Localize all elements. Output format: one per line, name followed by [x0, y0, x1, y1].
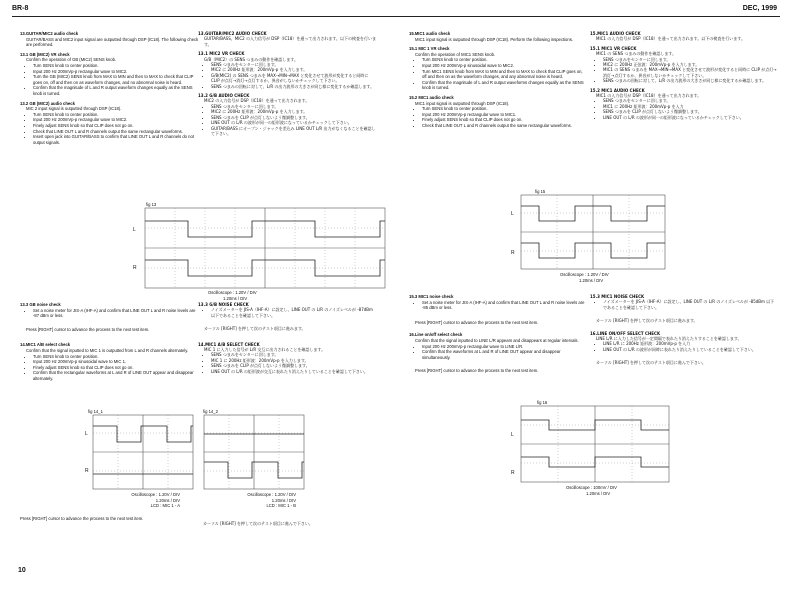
jp-section-15-3-list [590, 299, 778, 310]
fig-14-1-osc-volts: Oscilloscope : 1.20V / DIV [131, 492, 180, 497]
fig-14-2-osc-time: 1.20ms / DIV [271, 497, 296, 503]
section-15-intro: MIC1 input signal is outputted through DSP (IC18). Perform the following inspections. [415, 36, 573, 42]
section-15-1-title: 15.1 MIC 1 VR check [409, 46, 450, 52]
jp-section-16-intro: LINE L/R に入力した信号が一定間隔で表れたり消えたりすることを確認します。 [596, 336, 742, 342]
channel-label-r: R [133, 265, 137, 271]
list-item: • Set a noise meter for JIS-A (IHF-A) and confirm that LINE OUT L and R noise levels are -87 dBm or less. [33, 308, 200, 319]
list-item: • Turn SENS knob to center position. [33, 63, 200, 69]
section-13-title: 13.GUITAR/MIC2 audio check [20, 31, 79, 36]
fig-14-1-lcd: LCD : MIC 1 - A [150, 503, 180, 509]
left-bottom-note-japanese: カーソル [RIGHT] を押して次のテスト項目に進んで下さい。 [203, 521, 313, 526]
jp-section-13-3-note: カーソル [RIGHT] を押して次のテスト項目に進みます。 [204, 326, 306, 332]
jp-section-13-title: 13.GUITAR/MIC2 AUDIO CHECK [198, 31, 267, 36]
channel-label-l: L [511, 211, 514, 217]
list-item: • Input 200 Hz 200mVp-p rectangular wave to MIC1. [422, 112, 587, 118]
section-15-3-list [409, 300, 587, 311]
list-item: • Set a noise meter for JIS-A (IHF-A) and confirm that LINE OUT L and R noise levels are -85 dBm or less. [422, 300, 587, 311]
list-item: • MIC1 の SENS つまみを MAX→MIN→MAX と変化させて波形が変化すると同時に CLIP が点灯→消灯→点灯するか、異音がしないかチェックして下さい。 [603, 67, 778, 78]
jp-section-16-note: カーソル [RIGHT] を押して次のテスト項目に進んで下さい。 [596, 360, 706, 366]
list-item: • MIC2 に 200Hz 矩形波：200mVp-p を入力します。 [211, 109, 378, 114]
list-item: • MIC2 に 200Hz 矩形波：200mVp-p を入力します。 [211, 67, 378, 72]
fig-15-osc-volts: Oscilloscope : 1.20V / DIV [560, 272, 609, 277]
fig-15-label: fig 15 [535, 189, 546, 194]
fig-16-caption [566, 485, 617, 496]
jp-section-13-2-title: 13.2 G/B AUDIO CHECK [198, 93, 250, 99]
section-13-3-title: 13.3 GB noise check [20, 302, 61, 307]
left-english-column-bottom [20, 300, 200, 382]
list-item: • ノイズメーターを JIS-A（IHF-A）に設定し、LINE OUT の L/R のノイズレベルが -85dBm 以下であることを確認して下さい。 [603, 299, 778, 310]
list-item: • LINE L/R に 200Hz 矩形波：200mVp-p を入力 [603, 341, 778, 346]
list-item: • SENS つまみをセンターに回します。 [603, 98, 778, 103]
section-13-intro: GUITAR/BASS and MIC2 input signal are outputted through DSP (IC18). The following check are performed. [26, 36, 199, 48]
fig-15-oscilloscope [509, 194, 667, 270]
channel-label-r: R [511, 470, 515, 476]
jp-section-15-title: 15.MIC1 AUDIO CHECK [590, 31, 641, 36]
right-japanese-column-top [590, 29, 778, 120]
section-13-1-list [20, 63, 200, 97]
fig-15-osc-time: 1.20ms / DIV [579, 277, 604, 283]
list-item: • Confirm that the magnitude of L and R output waveform changes equally as the SENS knob is turned. [33, 85, 200, 96]
list-item: • Input 200 Hz 200mVp-p rectangular wave to MIC2. [33, 117, 200, 123]
section-13-1-title: 13.1 GB (MIC2) VR check [20, 51, 70, 57]
list-item: • LINE OUT の L/R の波形が同一の矩形波になっているかチェックして下さい。 [211, 120, 378, 125]
list-item: • Confirm that the magnitude of L and R output waveforms changes equally as the SENS knob is turned. [422, 80, 587, 91]
list-item: • Confirm that the waveforms at L and R of LINE OUT appear and disappear simultaneously. [422, 349, 587, 360]
list-item: • SENS つまみを CLIP が点灯しないよう微調整します。 [603, 109, 778, 114]
list-item: • Turn SENS knob to center position. [422, 106, 587, 112]
section-14-intro: Confirm that the signal inputted to MIC 1 is outputted from L and R channels alternately. [26, 347, 189, 353]
jp-section-13-2-list [198, 104, 378, 136]
fig-13-label: fig 13 [146, 202, 157, 207]
right-english-column-bottom [409, 292, 587, 374]
section-15-2-intro: MIC1 input signal is outputted through DSP (IC18). [415, 100, 510, 106]
jp-section-15-3-title: 15.3 MIC1 NOISE CHECK [590, 294, 645, 299]
jp-section-16-list [590, 341, 778, 352]
jp-section-13-intro: GUITAR/BASS、MIC2 の入力信号が DSP（IC18）を通って出力されます。以下の検査を行います。 [204, 36, 377, 47]
section-15-title: 15.MIC1 audio check [409, 31, 451, 36]
section-13-3-note: Press [RIGHT] cursor to advance the process to the next test item. [26, 326, 150, 332]
list-item: • SENS つまみを CLIP が点灯しないよう微調整します。 [211, 363, 378, 368]
section-13-3-list [20, 308, 200, 319]
jp-section-13-1-list [198, 62, 378, 89]
jp-section-13-1-intro: G/B（MIC2）の SENS つまみの動作を確認します。 [204, 56, 298, 62]
section-15-3-title: 15.3 MIC1 noise check [409, 294, 454, 299]
fig-14-1-oscilloscope [83, 414, 195, 490]
section-15-1-intro: Confirm the operation of MIC1 SENS knob. [415, 51, 496, 57]
jp-section-15-intro: MIC1 の入力信号が DSP（IC18）を通って出力されます。以下の検査を行います。 [596, 36, 745, 42]
jp-section-13-3-list [198, 307, 378, 318]
fig-16-osc-volts: Oscilloscope : 100mV / DIV [566, 485, 617, 490]
list-item: • Input 200 Hz 200mVp-p rectangular wave to LINE L/R. [422, 344, 587, 350]
channel-label-r: R [85, 468, 89, 474]
section-15-2-title: 15.2 MIC1 audio check [409, 94, 454, 100]
section-16-list [409, 344, 587, 361]
list-item: • Check that LINE OUT L and R channels output the same rectangular waveforms. [33, 129, 200, 135]
right-english-column-top [409, 29, 587, 129]
jp-section-13-1-title: 13.1 MIC2 VR CHECK [198, 51, 245, 57]
list-item: • Turn SENS knob to center position. [422, 57, 587, 63]
left-bottom-note-english: Press [RIGHT] cursor to advance the process to the next test item. [20, 516, 144, 521]
list-item: • GUITAR/BASS にオープン・ジャックを差込み LINE OUT L/R 出力がなくなることを確認して下さい。 [211, 126, 378, 137]
jp-section-14-list [198, 352, 378, 374]
section-13-2-intro: MIC 2 input signal is outputted through DSP (IC18). [26, 106, 122, 112]
section-15-2-list [409, 106, 587, 128]
jp-section-15-1-list [590, 57, 778, 84]
list-item: • LINE OUT の L/R の矩形波が交互に表れたり消えたりしていることを確認して下さい。 [211, 369, 378, 374]
section-15-3-note: Press [RIGHT] cursor to advance the process to the next test item. [415, 319, 539, 325]
fig-14-1-label: fig 14_1 [88, 409, 103, 414]
list-item: • Finely adjust SENS knob so that CLIP does not go on. [33, 365, 200, 371]
list-item: • Turn SENS knob to center position. [33, 354, 200, 360]
fig-13-oscilloscope [130, 207, 388, 289]
list-item: • Turn MIC1 SENS knob from MAX to MIN and then to MAX to check that CLIP goes on, off and then on as the waveform changes, and any abnormal noise is heard. [422, 69, 587, 80]
jp-section-15-2-list [590, 98, 778, 120]
jp-section-15-1-intro: MIC1 の SENS つまみの動作を確認します。 [596, 51, 677, 57]
jp-section-15-2-intro: MIC1 の入力信号が DSP（IC18）を通って出力されます。 [596, 93, 702, 99]
channel-label-l: L [511, 432, 514, 438]
page-number: 10 [18, 567, 26, 574]
fig-16-oscilloscope [509, 405, 671, 483]
section-13-1-intro: Confirm the operation of GB (MIC2) SENS knob. [26, 57, 117, 63]
list-item: • Input 200 Hz 200mVp-p rectangular wave to MIC2. [33, 69, 200, 75]
fig-16-label: fig 16 [537, 400, 548, 405]
list-item: • Insert open jack into GUITAR/BASS to confirm that LINE OUT L and R channels do not output signals. [33, 134, 200, 145]
section-16-title: 16.Line on/off select check [409, 332, 463, 338]
list-item: • Finely adjust SENS knob so that CLIP does not go on. [33, 123, 200, 129]
right-japanese-column-bottom [590, 292, 778, 366]
left-japanese-column-top [198, 29, 378, 136]
jp-section-14-intro: MIC 1 に入力した信号が L/R 交互に出力されることを確認します。 [204, 347, 326, 353]
list-item: • Turn the GB (MIC2) SENS knob from MAX to MIN and then to MAX to check that CLIP goes on, off and then on as waveform changes, and no abnormal noise is heard. [33, 74, 200, 85]
channel-label-l: L [133, 227, 136, 233]
fig-16-osc-time: 1.20ms / DIV [586, 490, 611, 496]
list-item: • LINE OUT の L/R の波形が同時に表れたり消えたりしていることを確認して下さい。 [603, 347, 778, 352]
list-item: • Finely adjust SENS knob so that CLIP does not go on. [422, 117, 587, 123]
section-13-2-title: 13.2 GB (MIC2) audio check [20, 100, 75, 106]
fig-14-2-oscilloscope [196, 414, 308, 490]
fig-14-1-osc-time: 1.20ms / DIV [155, 497, 180, 503]
fig-14-2-label: fig 14_2 [203, 409, 218, 414]
fig-14-2-osc-volts: Oscilloscope : 1.20V / DIV [247, 492, 296, 497]
header-rule [12, 16, 780, 17]
list-item: • Turn SENS knob to center position. [33, 112, 200, 118]
list-item: • SENS つまみをセンターに回します。 [211, 104, 378, 109]
header-right: DEC, 1999 [742, 5, 777, 12]
list-item: • SENS つまみをセンターに回します。 [211, 352, 378, 357]
section-16-note: Press [RIGHT] cursor to advance the process to the next test item. [415, 368, 539, 374]
section-14-title: 14.MIC1 A/B select check [20, 342, 71, 348]
jp-section-14-title: 14.MIC1 A/B SELECT CHECK [198, 341, 260, 347]
list-item: • MIC 1 に 200Hz 矩形波：200mVp-p を入力します。 [211, 358, 378, 363]
list-item: • SENS つまみの回転に対して、L/R の出力波形の大きさが同じ様に変化するか確認します。 [211, 84, 378, 89]
list-item: • G/B(MIC2) の SENS つまみを MAX→MIN→MAX と変化させて波形が変化すると同時に CLIP が点灯→消灯→点灯するか、異音がしないかチェックして下さい。 [211, 73, 378, 84]
channel-label-r: R [511, 250, 515, 256]
channel-label-l: L [85, 431, 88, 437]
fig-14-1-caption [110, 492, 180, 509]
list-item: • MIC1 に 200Hz 矩形波：200mVp-p を入力 [603, 104, 778, 109]
header-left: BR-8 [12, 5, 29, 12]
fig-14-2-lcd: LCD : MIC 1 - B [266, 503, 296, 509]
jp-section-15-3-note: カーソル [RIGHT] を押して次のテスト項目に進みます。 [596, 318, 698, 324]
fig-15-caption [560, 272, 609, 283]
fig-13-osc-time: 1.20ms / DIV [223, 295, 248, 301]
jp-section-15-2-title: 15.2 MIC1 AUDIO CHECK [590, 87, 645, 93]
jp-section-13-2-intro: MIC2 の入力信号が DSP（IC18）を通って出力されます。 [204, 98, 310, 104]
section-16-intro: Confirm that the signal inputted to LINE L/R appears and disappears at regular intervals. [415, 337, 579, 343]
list-item: • Confirm that the rectangular waveforms at L and R of LINE OUT appear and disappear alternately. [33, 370, 200, 381]
list-item: • SENS つまみをセンターに回します。 [603, 57, 778, 62]
list-item: • Input 200 Hz 200mVp-p sinusoidal wave to MIC2. [422, 63, 587, 69]
list-item: • LINE OUT の L/R の波形が同一の矩形波になっているかチェックして下さい。 [603, 115, 778, 120]
left-japanese-column-bottom [198, 300, 378, 374]
jp-section-16-title: 16.LINE ON/OFF SELECT CHECK [590, 330, 661, 336]
list-item: • SENS つまみの回転に対して、L/R の出力波形の大きさが同じ様に変化するか確認します。 [603, 78, 778, 83]
list-item: • Check that LINE OUT L and R channels output the same rectangular waveforms. [422, 123, 587, 129]
fig-13-osc-volts: Oscilloscope : 1.20V / DIV [208, 290, 257, 295]
fig-14-2-caption [226, 492, 296, 509]
section-13-2-list [20, 112, 200, 146]
list-item: • SENS つまみを CLIP が点灯しないよう微調整します。 [211, 115, 378, 120]
list-item: • MIC2 に 200Hz 正弦波：200mVp-p を入力します。 [603, 62, 778, 67]
list-item: • Input 200 Hz 200mVp-p sinusoidal wave to MIC 1. [33, 359, 200, 365]
left-english-column-top [20, 29, 200, 145]
jp-section-13-3-title: 13.3 G/B NOISE CHECK [198, 302, 249, 307]
list-item: • SENS つまみをセンターに回します。 [211, 62, 378, 67]
jp-section-15-1-title: 15.1 MIC1 VR CHECK [590, 45, 637, 51]
list-item: • ノイズメーターを JIS-A（IHF-A）に設定し、LINE OUT の L/R のノイズレベルが -87dBm 以下であることを確認して下さい。 [211, 307, 378, 318]
section-15-1-list [409, 57, 587, 91]
section-14-list [20, 354, 200, 382]
